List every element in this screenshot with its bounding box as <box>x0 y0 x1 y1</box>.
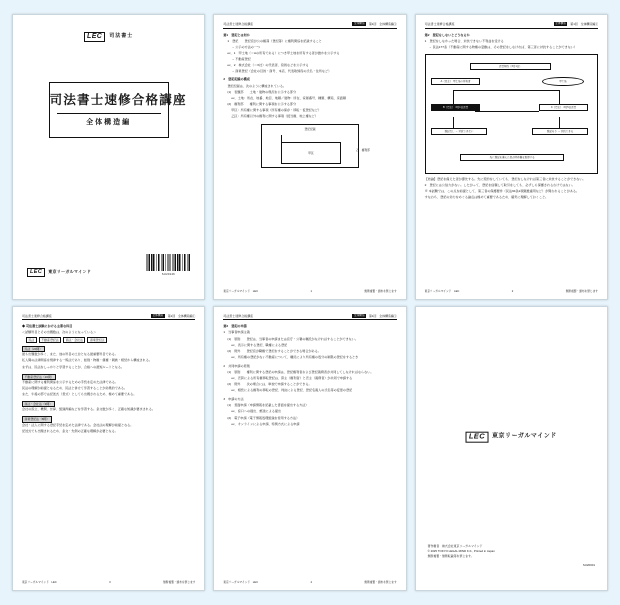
lec-logo-icon: LEC <box>27 268 45 276</box>
colophon <box>428 544 595 568</box>
back-cover-brand <box>466 432 557 443</box>
cover-subject: 司法書士 <box>109 33 134 40</box>
body-line: 1 登記 登記官が公の帳簿（登記簿）に権利関係を記録すること <box>227 38 322 43</box>
diagram-caption: 登記記録 <box>304 126 316 131</box>
body-line: ex．2 株式会社（＝X社）の代表者、役員などを公示する <box>227 63 309 68</box>
body-line: 【結論】登記を備えた者が優先する。先に契約をしていても、登記をしなければ第三者に対抗することができない。 <box>424 176 586 181</box>
page-header <box>425 22 598 29</box>
body-line: ex．表示に関する登記、職権による登記 <box>231 342 288 347</box>
flow-box: C（買主） 3月5日売買 <box>539 104 589 111</box>
lec-logo-icon: LEC <box>466 432 488 443</box>
page-footer <box>22 581 195 585</box>
flow-box: 先に登記を備えた者が所有権を取得する <box>460 154 564 161</box>
ownership-conflict-diagram <box>425 54 598 174</box>
subject-label: 不動産登記法（16問） <box>22 374 56 380</box>
diagram-side-label: 乙 権利部 <box>355 148 370 153</box>
diagram-inner-label: 甲区 <box>308 150 314 155</box>
header-badge: 全体構造 <box>353 313 365 317</box>
flow-box: 登記なし → 対抗できない <box>431 128 487 135</box>
body-line: → 民法177条（不動産に関する物権の変動は、その登記をしなければ、第三者に対抗することができない） <box>428 45 577 50</box>
page-thumbnail-5[interactable] <box>213 306 406 592</box>
body-line: ex．土地：所在、地番、地目、地積／建物：所在、家屋番号、種類、構造、床面積 <box>231 95 346 100</box>
body-line: また、午後の部では記述式（書式）としても出題されるため、極めて重要である。 <box>22 391 137 396</box>
subject-box-row <box>26 337 195 343</box>
subject-box: 商業登記法 <box>87 337 106 343</box>
flow-connector <box>453 90 559 91</box>
body-line: 最も出題数が多く、また、他の科目の土台となる最重要科目である。 <box>22 352 118 357</box>
barcode-bars-icon <box>146 254 190 271</box>
subject-label: 商業登記法（8問） <box>22 416 52 422</box>
subject-box: 商法・会社法 <box>63 337 85 343</box>
section-heading: 第3 登記の申請 <box>223 324 247 329</box>
page-thumbnail-2[interactable] <box>213 14 406 300</box>
header-badge: 全体構造 <box>353 22 365 26</box>
subject-label: 民法（20問） <box>22 346 45 352</box>
body-line: 2 共同申請の原則 <box>223 363 250 368</box>
page-number: 1 <box>310 289 312 293</box>
body-line: → 商業登記（会社の目的・商号、本店、代表取締役の氏名・住所など） <box>231 69 332 74</box>
body-line: 2 登記には公信力がない。したがって、登記を信頼して取引をしても、必ずしも保護されるわけではない。 <box>424 182 575 187</box>
cover-subtitle: 全体構造編 <box>86 119 132 127</box>
barcode-code: SU20146 <box>161 272 175 277</box>
cover-title: 司法書士速修合格講座 <box>49 93 187 108</box>
cover-brand <box>84 32 133 42</box>
page-thumbnail-3[interactable] <box>415 14 608 300</box>
diagram-inner-box <box>281 142 341 164</box>
footer-right: 無断複製・頒布を禁じます <box>163 581 196 585</box>
body-line: 不動産に関する権利関係を公示するための手続を定めた法律である。 <box>22 379 118 384</box>
body-line: ex．売買による所有権移転登記は、買主（権利者）と売主（義務者）が共同で申請する <box>231 376 353 381</box>
back-cover-brand-text: 東京リーガルマインド <box>492 433 557 440</box>
body-line: 私人間の法律関係を規律する一般法であり、総則・物権・債権・親族・相続から構成される。 <box>22 358 152 363</box>
subject-box: 民法 <box>26 337 37 343</box>
page-number: 2 <box>511 289 514 293</box>
page-thumbnail-cover[interactable] <box>12 14 205 300</box>
flow-box: 売買契約（3月1日） <box>470 63 550 70</box>
body-line: (2) 例外 次の場合には、単独で申請することができる。 <box>227 382 312 387</box>
body-line: ex．相続による権利の移転の登記、判決による登記、登記名義人の氏名等の変更の登記 <box>231 388 353 393</box>
body-line: 甲区：所有権に関する事項（所有権の保存・移転・仮登記など） <box>231 107 322 112</box>
header-right <box>352 22 396 26</box>
body-line: → 不動産登記 <box>231 57 251 62</box>
body-line: 3 申請の方法 <box>223 397 244 402</box>
body-line: 民法の理解が前提となるため、民法と併せて学習することが効果的である。 <box>22 385 128 390</box>
header-right <box>151 314 195 318</box>
section-heading: ◆ 司法書士試験における主要な科目 <box>22 324 73 329</box>
header-right <box>554 22 598 26</box>
page-number: 4 <box>310 581 312 585</box>
body-line: (1) 書面申請（申請情報を記載した書面を提出する方法） <box>227 403 309 408</box>
footer-right: 無断複製・頒布を禁じます <box>364 581 397 585</box>
flow-box: B（買主） 3月1日売買 <box>431 104 481 111</box>
flow-connector <box>475 111 538 112</box>
page-number: 3 <box>109 581 111 585</box>
barcode <box>146 254 190 276</box>
flow-ellipse: 甲土地 <box>542 77 584 86</box>
body-line: ＜試験科目とその出題数は、次のようになっている＞ <box>22 330 97 335</box>
body-line: 登記記録は、次のように構成されている。 <box>227 83 287 88</box>
page-footer <box>223 581 396 585</box>
header-left: 司法書士速修合格講座 <box>223 313 254 318</box>
page-footer <box>223 290 396 294</box>
body-line: ex．1 甲土地（＝Aの所有である）につき甲土地を所有する者が誰かを公示する <box>227 51 340 56</box>
flow-box: A（売主） 甲土地の所有者 <box>431 78 481 85</box>
body-line: 会社・法人に関する登記手続を定めた法律である。会社法の理解が前提となる。 <box>22 422 134 427</box>
header-right-text: 第1回 全体構造編① <box>167 313 196 318</box>
lec-logo-icon: LEC <box>84 32 105 42</box>
colophon-line: © 2025 TOKYO LEGAL MIND K.K., Printed in Japan <box>427 549 495 554</box>
page-header <box>223 314 396 321</box>
flow-connector <box>559 90 560 104</box>
body-line: (1) 原則 権利に関する登記の申請は、登記権利者および登記義務者が共同してしなければならない。 <box>227 369 374 374</box>
header-right-text: 第1回 全体構造編① <box>369 22 397 26</box>
body-line: ex．窓口への提出、郵送による提出 <box>231 409 282 414</box>
page-header <box>22 314 195 321</box>
cover-footer-brand <box>27 268 91 276</box>
body-line: (2) 電子申請（電子情報処理組織を使用する方法） <box>227 415 300 420</box>
section-heading: 2 登記記録の構成 <box>223 77 250 82</box>
header-badge: 全体構造 <box>555 22 566 26</box>
header-left: 司法書士速修合格講座 <box>424 22 455 26</box>
footer-left: 東京リーガルマインド LEC <box>223 289 259 293</box>
colophon-line: 著作権者 株式会社東京リーガルマインド <box>427 544 483 549</box>
cover-footer <box>27 254 190 276</box>
cover-title-box <box>49 82 187 138</box>
body-line: すなわち、登記の効力をめぐる論点は極めて重要であるため、確実に理解しておくこと。 <box>424 194 549 199</box>
flow-connector <box>453 117 454 128</box>
body-line: (1) 表題部 土地・建物の現況を公示する部分 <box>227 89 297 94</box>
section-heading: 第2 登記をしないとどうなるか <box>424 32 470 37</box>
footer-left: 東京リーガルマインド LEC <box>223 581 259 585</box>
body-line: 記述式でも出題されるため、条文・先例の正確な理解が必要となる。 <box>22 428 118 433</box>
subject-box: 不動産登記法 <box>39 337 61 343</box>
header-right <box>352 314 396 318</box>
page-footer <box>425 290 598 294</box>
flow-connector <box>559 117 560 128</box>
body-line: ※ 本試験では、この点を前提として、第三者の保護要件（民法94条2項類推適用など）が問われることがある。 <box>424 188 580 193</box>
body-line: 1 当事者申請主義 <box>223 330 250 335</box>
cover-rule <box>57 113 161 114</box>
header-left: 司法書士速修合格講座 <box>223 22 254 26</box>
subject-label: 商法・会社法（9問） <box>22 401 55 407</box>
registry-record-diagram <box>261 124 370 168</box>
page-thumbnail-back-cover[interactable] <box>415 306 608 592</box>
header-right-text: 第1回 全体構造編① <box>570 22 598 26</box>
body-line: まずは、民法をしっかりと学習することが、合格への最短ルートとなる。 <box>22 364 125 369</box>
footer-left: 東京リーガルマインド LEC <box>22 581 57 585</box>
section-heading: 第1 登記とは何か <box>223 32 250 37</box>
header-left: 司法書士速修合格講座 <box>22 313 52 318</box>
body-line: (2) 例外 登記官が職権で登記をすることができる場合がある。 <box>227 348 321 353</box>
footer-right: 無断複製・頒布を禁じます <box>565 289 598 293</box>
page-header <box>223 22 396 29</box>
body-line: 乙区：所有権以外の権利に関する事項（抵当権、地上権など） <box>231 114 318 119</box>
body-line: 1 登記をしなかった場合、対抗できない不利益を受ける <box>424 38 504 43</box>
flow-box: 登記あり → 対抗できる <box>532 128 588 135</box>
body-line: → 公示の方法の一つ <box>231 45 261 50</box>
body-line: 会社の設立、機関、計算、組織再編などを学習する。条文数が多く、正確な知識が要求される。 <box>22 407 155 412</box>
body-line: (1) 原則 登記は、当事者の申請または官庁・公署の嘱託がなければすることができない。 <box>227 336 358 341</box>
header-right-text: 第1回 全体構造編① <box>369 313 397 318</box>
body-line: ex．オンラインによる申請、特例方式による申請 <box>231 421 300 426</box>
cover-footer-brand-text: 東京リーガルマインド <box>48 269 92 275</box>
footer-left: 東京リーガルマインド LEC <box>424 289 460 293</box>
flow-connector <box>453 90 454 104</box>
body-line: ex．所有権の登記がない不動産について、嘱託により所有権の処分の制限の登記をするとき <box>231 354 359 359</box>
body-line: (2) 権利部 権利に関する事項を公示する部分 <box>227 101 297 106</box>
page-thumbnail-4[interactable] <box>12 306 205 592</box>
footer-right: 無断複製・頒布を禁じます <box>364 289 397 293</box>
colophon-code: SU20001 <box>582 563 595 568</box>
header-badge: 全体構造 <box>152 313 164 317</box>
colophon-line: 無断複製・無断転載等を禁じます。 <box>427 554 474 559</box>
